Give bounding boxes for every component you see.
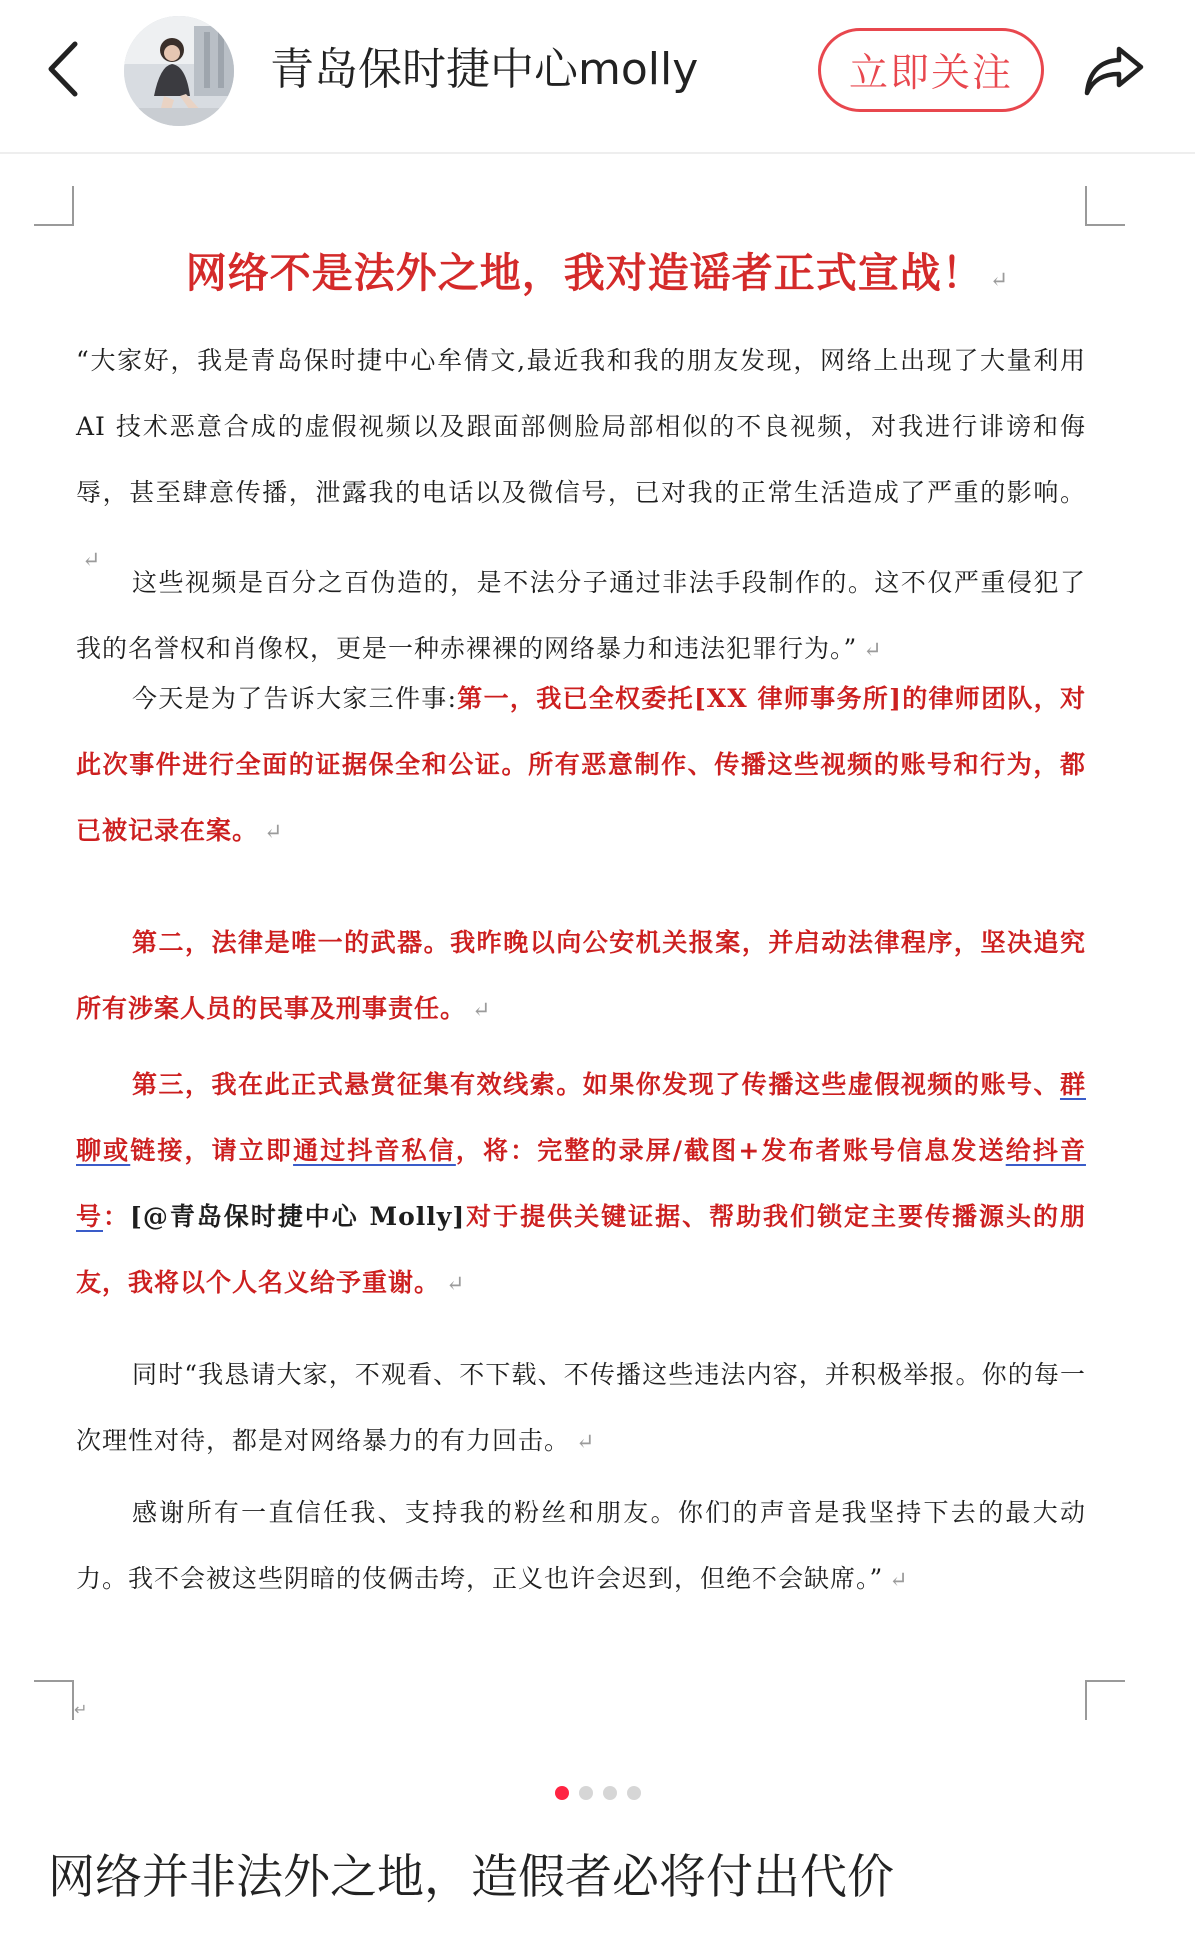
page-corner-mark [1085,186,1125,226]
paragraph-4-text: 第二，法律是唯一的武器。我昨晚以向公安机关报案，并启动法律程序，坚决追究所有涉案人员的民事及刑事责任。 [76,928,1086,1023]
pager-dot[interactable] [579,1786,593,1800]
paragraph-5-text-d: ： [103,1202,130,1231]
share-icon [1083,43,1145,97]
paragraph-6-text: 同时“我恳请大家，不观看、不下载、不传播这些违法内容，并积极举报。你的每一次理性对待，都是对网络暴力的有力回击。 [76,1360,1086,1455]
underlined-text: 通过抖音私信 [293,1136,456,1165]
pager-dot[interactable] [627,1786,641,1800]
return-mark: ↵ [82,548,102,573]
return-mark: ↵ [889,1568,909,1593]
paragraph-5-text-a: 第三，我在此正式悬赏征集有效线索。如果你发现了传播这些虚假视频的账号、 [132,1070,1060,1099]
return-mark: ↵ [74,1700,88,1719]
chevron-left-icon [45,40,79,98]
return-mark: ↵ [989,268,1010,293]
paragraph-7 [76,1480,1086,1614]
return-mark: ↵ [472,998,492,1023]
paragraph-5 [76,1052,1086,1318]
paragraph-3-red-text: 第一，我已全权委托[XX 律师事务所]的律师团队，对此次事件进行全面的证据保全和公证。所有恶意制作、传播这些视频的账号和行为，都已被记录在案。 [76,684,1086,845]
return-mark: ↵ [863,638,883,663]
paragraph-4 [76,910,1086,1044]
paragraph-5-text-c: ，将：完整的录屏/截图+发布者账号信息发送 [455,1136,1006,1165]
page-corner-mark [34,186,74,226]
pager-dot[interactable] [603,1786,617,1800]
image-pager [0,1786,1195,1806]
return-mark: ↵ [446,1272,466,1297]
paragraph-2 [76,550,1086,684]
page-corner-mark [1085,1680,1125,1720]
back-button[interactable] [38,36,86,102]
underlined-text: 给抖音号 [76,1136,1086,1231]
paragraph-5-text-e: 对于提供关键证据、帮助我们锁定主要传播源头的朋友，我将以个人名义给予重谢。 [76,1202,1086,1297]
avatar[interactable] [124,16,234,126]
post-image-document[interactable] [0,154,1195,1734]
account-name[interactable]: 青岛保时捷中心molly [270,44,699,95]
underlined-text: 群聊或 [76,1070,1086,1165]
paragraph-2-text: 这些视频是百分之百伪造的，是不法分子通过非法手段制作的。这不仅严重侵犯了我的名誉权和肖像权，更是一种赤裸裸的网络暴力和违法犯罪行为。” [76,568,1086,663]
paragraph-6 [76,1342,1086,1476]
top-bar [0,0,1195,154]
document-title [60,240,1135,299]
share-button[interactable] [1074,34,1154,106]
return-mark: ↵ [576,1430,596,1455]
return-mark: ↵ [264,820,284,845]
douyin-handle: [@青岛保时捷中心 Molly] [130,1202,466,1231]
paragraph-3-lead: 今天是为了告诉大家三件事: [132,684,457,713]
post-title: 网络并非法外之地，造假者必将付出代价 [48,1850,894,1905]
document-title-text: 网络不是法外之地，我对造谣者正式宣战！ [185,249,984,297]
page-corner-mark [34,1680,74,1720]
follow-button[interactable]: 立即关注 [818,28,1044,112]
pager-dot-active[interactable] [555,1786,569,1800]
paragraph-1-text: “大家好，我是青岛保时捷中心牟倩文,最近我和我的朋友发现，网络上出现了大量利用 AI 技术恶意合成的虚假视频以及跟面部侧脸局部相似的不良视频，对我进行诽谤和侮辱，甚至肆意传播，泄露我的电话以及微信号，已对我的正常生活造成了严重的影响。 [76,346,1086,507]
paragraph-5-text-b: 链接，请立即 [130,1136,294,1165]
paragraph-7-text: 感谢所有一直信任我、支持我的粉丝和朋友。你们的声音是我坚持下去的最大动力。我不会被这些阴暗的伎俩击垮，正义也许会迟到，但绝不会缺席。” [76,1498,1086,1593]
paragraph-3 [76,666,1086,866]
